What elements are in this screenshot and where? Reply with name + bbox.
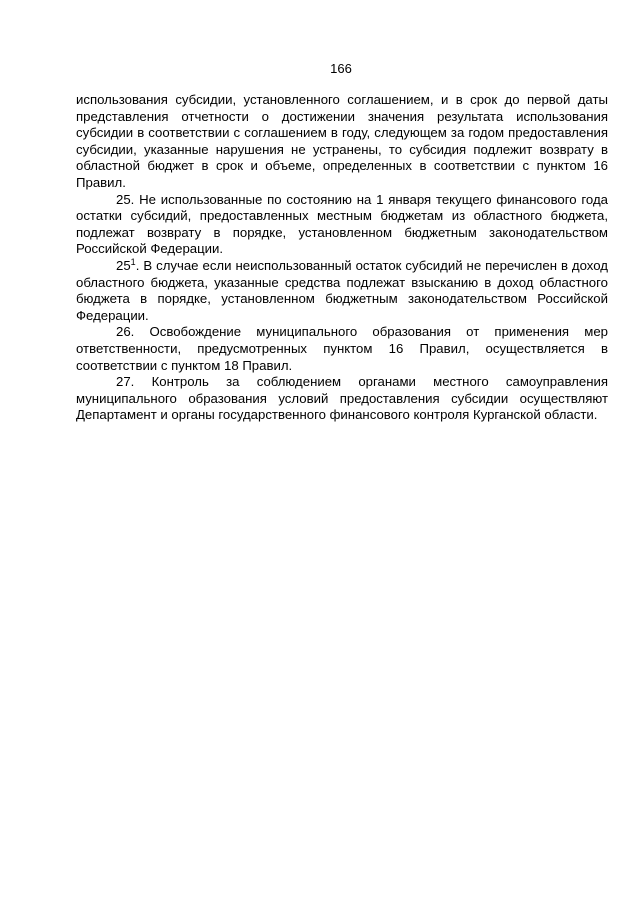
paragraph-number-superscript: 1 [130, 256, 136, 267]
paragraph-number: 25. [116, 191, 135, 207]
paragraph-text: использования субсидии, установленного соглашением, и в срок до первой даты представления отчетности о достижении значения результата использования субсидии в соответствии с соглашением в году, следующем за годом предоставления субсидии, указанные нарушения не устранены, то субсидия подлежит возврату в областной бюджет в срок и объеме, определенных в соответствии с пунктом 16 Правил. [76, 92, 608, 190]
paragraph-text: Контроль за соблюдением органами местного самоуправления муниципального образования условий предоставления субсидии осуществляют Департамент и органы государственного финансового контроля Курганской области. [76, 374, 608, 423]
paragraph-continuation [76, 92, 608, 192]
paragraph-25 [76, 192, 608, 258]
paragraph-text: Не использованные по состоянию на 1 января текущего финансового года остатки субсидий, предоставленных местным бюджетам из областного бюджета, подлежат возврату в порядке, установленном бюджетным законодательством Российской Федерации. [76, 191, 608, 257]
document-body [76, 92, 608, 424]
paragraph-number: 27. [116, 374, 135, 390]
paragraph-text: Освобождение муниципального образования от применения мер ответственности, предусмотренных пунктом 16 Правил, осуществляется в соответствии с пунктом 18 Правил. [76, 324, 608, 373]
page-number: 166 [330, 61, 352, 76]
paragraph-text: . В случае если неиспользованный остаток субсидий не перечислен в доход областного бюджета, указанные средства подлежат взысканию в доход областного бюджета в порядке, установленном бюджетным законодательством Российской Федерации. [76, 257, 608, 323]
paragraph-25-1 [76, 258, 608, 324]
paragraph-26 [76, 324, 608, 374]
paragraph-number: 26. [116, 324, 135, 340]
paragraph-number: 25 [116, 257, 131, 273]
paragraph-27 [76, 374, 608, 424]
